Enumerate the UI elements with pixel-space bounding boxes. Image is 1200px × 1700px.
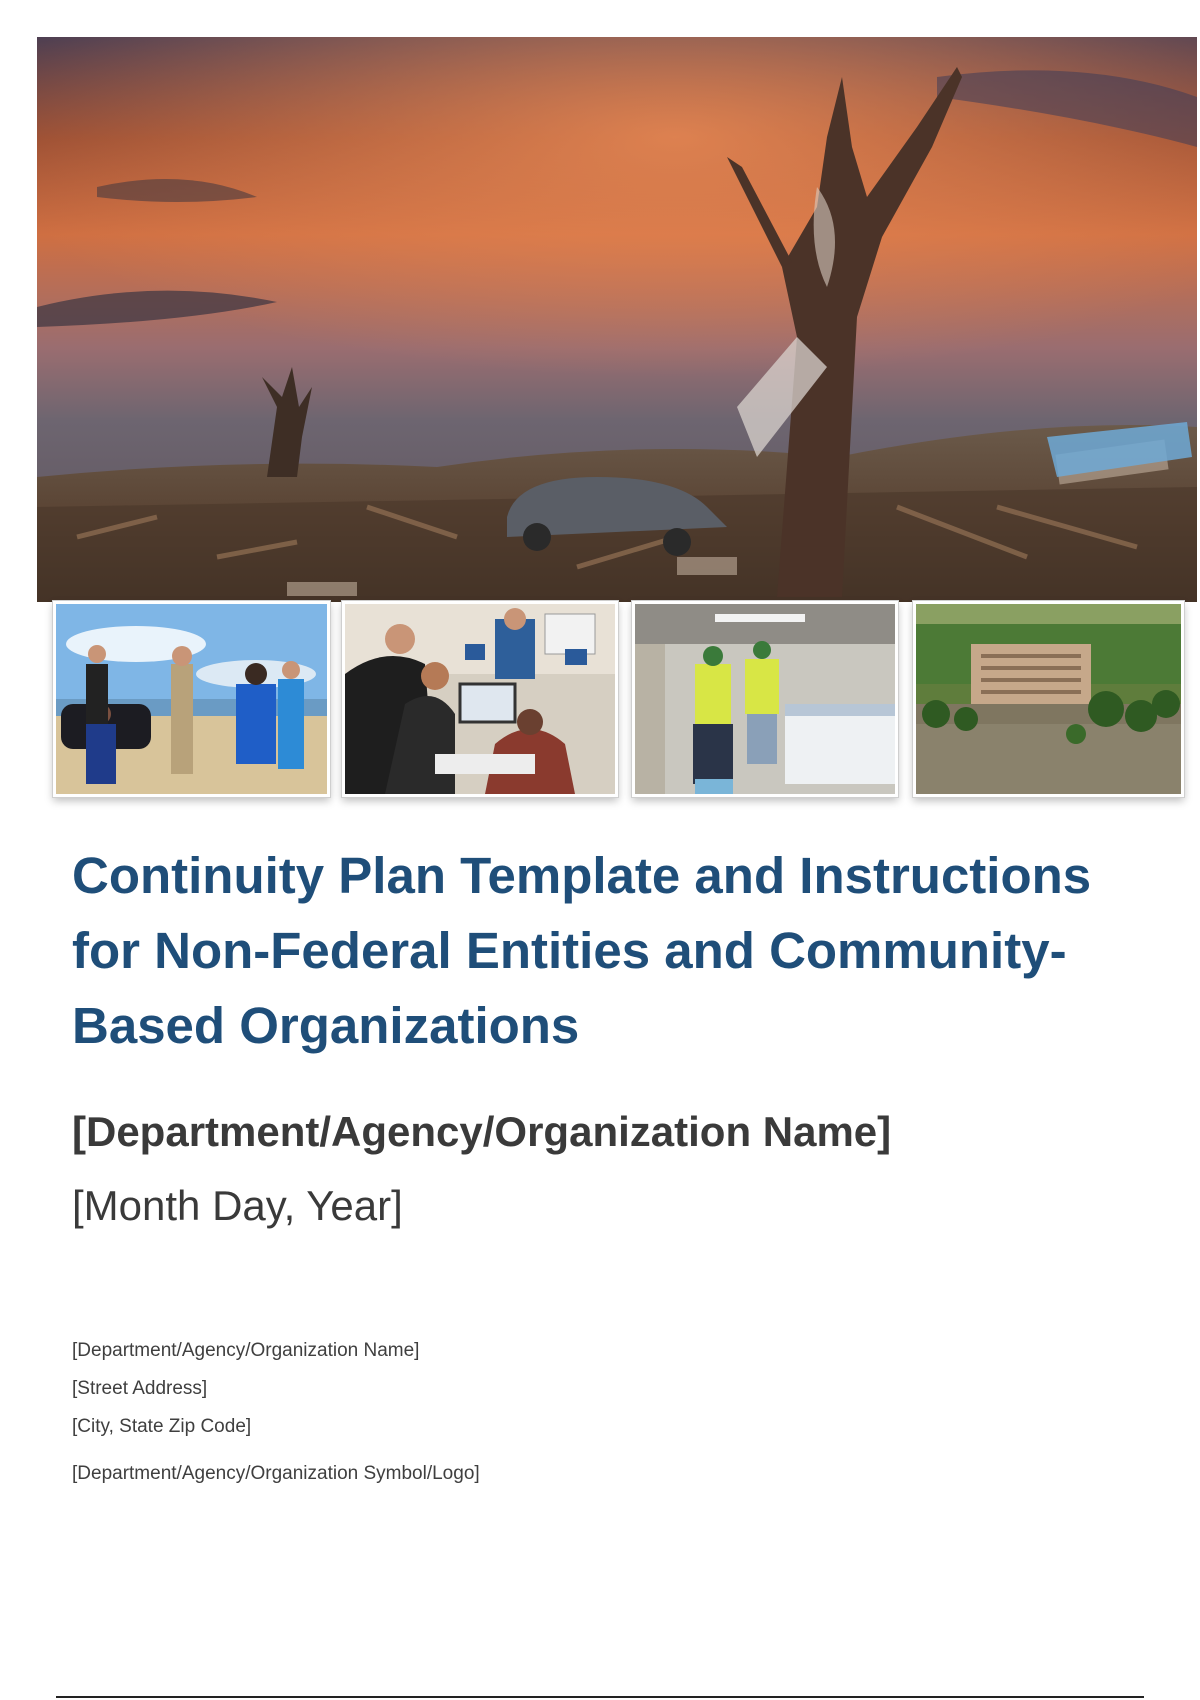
hospital-cleanup-photo [632, 601, 898, 797]
footer-rule [56, 1696, 1144, 1698]
hero-photo [37, 37, 1197, 602]
flooded-town-photo [913, 601, 1184, 797]
document-title: Continuity Plan Template and Instructions for Non-Federal Entities and Community-Based Organizations [72, 847, 1092, 1054]
address-block [72, 1332, 419, 1446]
address-organization-line: [Department/Agency/Organization Name] [72, 1340, 420, 1361]
document-date: [Month Day, Year] [72, 1182, 403, 1229]
organization-name: [Department/Agency/Organization Name] [72, 1108, 892, 1155]
logo-placeholder: [Department/Agency/Organization Symbol/Logo] [72, 1463, 480, 1484]
city-state-zip-line: [City, State Zip Code] [72, 1416, 252, 1437]
responders-on-beach-photo [53, 601, 330, 797]
emergency-operations-center-photo [342, 601, 618, 797]
street-address-line: [Street Address] [72, 1378, 208, 1399]
